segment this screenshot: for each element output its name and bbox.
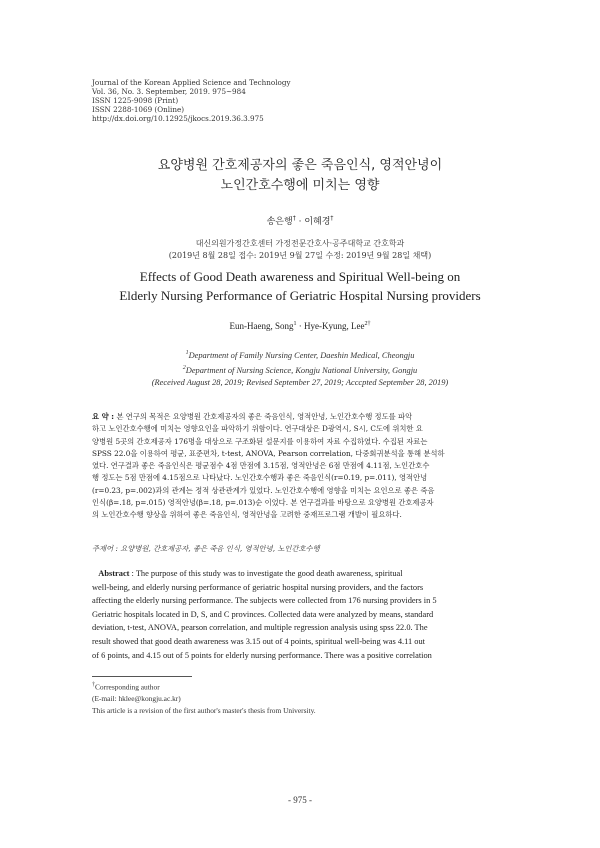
korean-abstract-line: SPSS 22.0을 이용하여 평균, 표준편차, t-test, ANOVA, Pearson correlation, 다중회귀분석을 통해 분석하 bbox=[92, 448, 445, 458]
page-number: - 975 - bbox=[288, 795, 312, 805]
english-abstract-line: affecting the elderly nursing performance. The subjects were collected from 176 nursing providers in 5 bbox=[92, 596, 437, 606]
korean-affiliation bbox=[0, 238, 600, 262]
footnote-divider bbox=[92, 676, 192, 677]
korean-author2: 이혜경 bbox=[304, 217, 331, 227]
journal-info bbox=[92, 78, 512, 123]
issn-print: ISSN 1225-9098 (Print) bbox=[92, 96, 179, 105]
english-abstract bbox=[92, 567, 510, 662]
english-author-separator: · bbox=[298, 321, 302, 331]
corresponding-email: (E-mail: hklee@kongju.ac.kr) bbox=[92, 694, 181, 704]
korean-abstract bbox=[92, 411, 510, 522]
english-author1: Eun-Haeng, Song bbox=[229, 321, 294, 331]
korean-author1: 송은행 bbox=[266, 217, 293, 227]
korean-abstract-label: 요 약 : bbox=[92, 412, 115, 421]
english-title-line1: Effects of Good Death awareness and Spiritual Well-being on bbox=[139, 269, 461, 284]
english-abstract-line: Abstract : The purpose of this study was to investigate the good death awareness, spiritual bbox=[98, 569, 403, 578]
english-title bbox=[0, 267, 600, 305]
english-abstract-line: well-being, and elderly nursing performance of geriatric hospital nursing providers, and the factors bbox=[92, 582, 424, 592]
english-title-line2: Elderly Nursing Performance of Geriatric Hospital Nursing providers bbox=[119, 288, 481, 303]
english-received-dates: (Received August 28, 2019; Revised September 27, 2019; Acccpted September 28, 2019) bbox=[151, 378, 449, 387]
english-abstract-label: Abstract bbox=[98, 569, 130, 578]
korean-abstract-line: 였다. 연구결과 좋은 죽음인식은 평균점수 4점 만점에 3.15점, 영적안녕은 6점 만점에 4.11점, 노인간호수 bbox=[92, 461, 430, 471]
korean-abstract-line: 의 노인간호수행 향상을 위하여 좋은 죽음인식, 영적안녕을 고려한 중재프로그램 개발이 필요하다. bbox=[92, 510, 402, 520]
corresponding-author-note: †Corresponding author bbox=[92, 682, 160, 692]
journal-name: Journal of the Korean Applied Science and Technology bbox=[92, 78, 291, 87]
english-author2: Hye-Kyung, Lee bbox=[304, 321, 365, 331]
korean-affiliation-line1: 대신의원가정간호센터 가정전문간호사·공주대학교 간호학과 bbox=[195, 239, 405, 248]
english-abstract-line: of 6 points, and 4.15 out of 5 points for elderly nursing performance. There was a positive correlation bbox=[92, 650, 432, 660]
footnotes bbox=[92, 680, 512, 716]
doi-link[interactable]: http://dx.doi.org/10.12925/jkocs.2019.36.3.975 bbox=[92, 114, 264, 123]
korean-authors bbox=[0, 214, 600, 227]
korean-author2-mark: † bbox=[330, 215, 334, 222]
thesis-note: This article is a revision of the first author's master's thesis from University. bbox=[92, 705, 316, 715]
korean-abstract-line: (r=0.23, p=.002)과의 관계는 정적 상관관계가 있었다. 노인간호수행에 영향을 미치는 요인으로 좋은 죽음 bbox=[92, 485, 435, 495]
korean-author-separator: · bbox=[298, 217, 302, 227]
issn-online: ISSN 2288-1069 (Online) bbox=[92, 105, 185, 114]
korean-keywords: 주제어 : 요양병원, 간호제공자, 좋은 죽음 인식, 영적안녕, 노인간호수행 bbox=[92, 544, 320, 553]
korean-received-dates: (2019년 8월 28일 접수: 2019년 9월 27일 수정: 2019년 9월 28일 채택) bbox=[168, 251, 432, 260]
english-abstract-line: Geriatric hospitals located in D, S, and C provinces. Collected data were analyzed by means, standard bbox=[92, 609, 434, 619]
english-authors bbox=[0, 321, 600, 331]
affiliation-mark-1: 1 bbox=[185, 350, 189, 356]
corresponding-mark: † bbox=[92, 682, 95, 688]
english-author1-mark: 1 bbox=[293, 321, 297, 327]
english-affiliation-line1: $^1$Department of Family Nursing Center, Daeshin Medical, Cheongju bbox=[185, 350, 415, 360]
affiliation-mark-2: 2 bbox=[182, 365, 186, 371]
english-abstract-line: result showed that good death awareness was 3.15 out of 4 points, spiritual well-being was 4.11 out bbox=[92, 636, 425, 646]
korean-abstract-line: 하고 노인간호수행에 미치는 영향요인을 파악하기 위함이다. 연구대상은 D광역시, S시, C도에 위치한 요 bbox=[92, 424, 423, 434]
korean-title bbox=[0, 156, 600, 196]
english-abstract-line: deviation, t-test, ANOVA, pearson correlation, and multiple regression analysis using spss 22.0. The bbox=[92, 623, 428, 633]
korean-abstract-line: 요 약 : 본 연구의 목적은 요양병원 간호제공자의 좋은 죽음인식, 영적안녕, 노인간호수행 정도를 파악 bbox=[92, 412, 413, 421]
journal-volume: Vol. 36, No. 3. September, 2019. 975~984 bbox=[92, 87, 246, 96]
korean-abstract-line: 행 정도는 5점 만점에 4.15점으로 나타났다. 노인간호수행과 좋은 죽음인식(r=0.19, p=.011), 영적안녕 bbox=[92, 473, 428, 483]
english-author2-mark: 2† bbox=[364, 321, 371, 327]
korean-author1-mark: † bbox=[292, 215, 296, 222]
english-affiliation-line2: $^2$Department of Nursing Science, Kongju National University, Gongju bbox=[182, 365, 418, 375]
korean-title-line2: 노인간호수행에 미치는 영향 bbox=[220, 178, 380, 193]
korean-abstract-line: 양병원 5곳의 간호제공자 176명을 대상으로 구조화된 설문지를 이용하여 자료 수집하였다. 수집된 자료는 bbox=[92, 436, 428, 446]
english-affiliation bbox=[0, 347, 600, 389]
korean-abstract-line: 인식(β=.18, p=.015) 영적안녕(β=.18, p=.013)순 이었다. 본 연구결과를 바탕으로 요양병원 간호제공자 bbox=[92, 498, 434, 508]
korean-title-line1: 요양병원 간호제공자의 좋은 죽음인식, 영적안녕이 bbox=[157, 158, 443, 173]
